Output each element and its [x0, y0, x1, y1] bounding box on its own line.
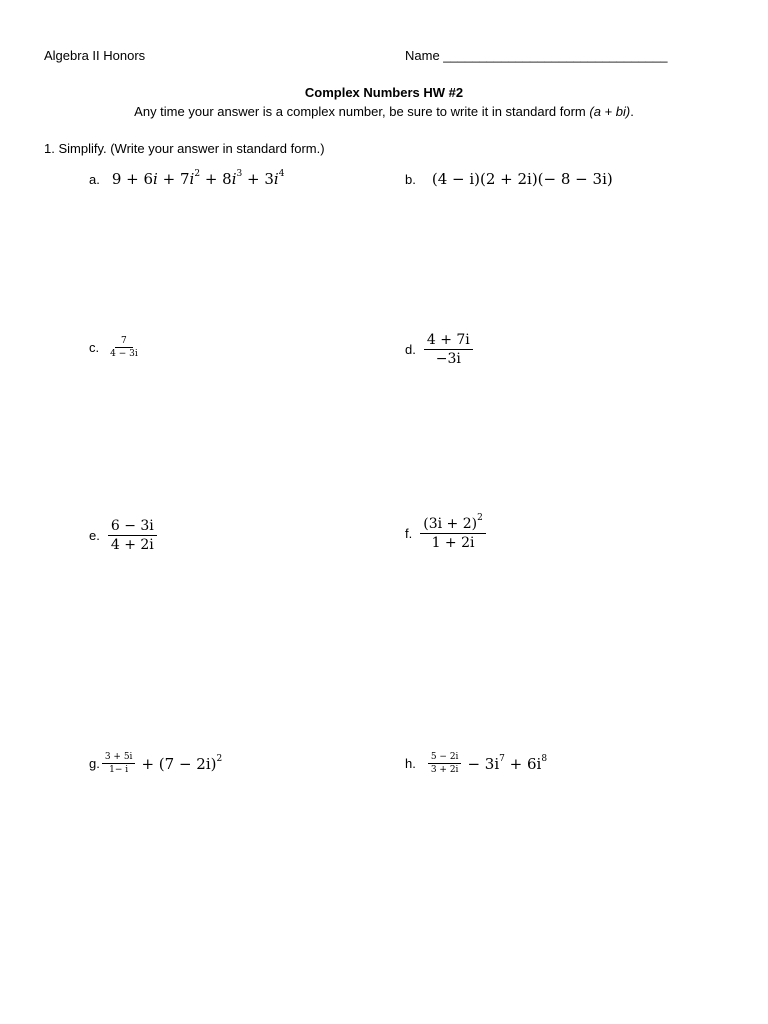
problem-c-fraction — [107, 336, 141, 359]
course-title: Algebra II Honors — [44, 48, 146, 63]
problem-f-numerator: $(3i + 2)^2$ — [420, 516, 486, 534]
problem-f-denominator: 1 + 2i — [431, 535, 475, 551]
problem-f — [405, 513, 486, 551]
problem-b-expression: (4 − i)(2 + 2i)(− 8 − 3i) — [431, 170, 613, 188]
problem-e-denominator: 4 + 2i — [110, 537, 154, 553]
problem-c — [89, 336, 141, 359]
problem-d-label: d. — [405, 342, 416, 357]
problem-g-label: g. — [89, 756, 100, 771]
problem-d — [405, 332, 473, 367]
problem-e-label: e. — [89, 528, 100, 543]
problem-d-denominator: −3i — [435, 351, 461, 367]
problem-c-label: c. — [89, 340, 100, 355]
page-title: Complex Numbers HW #2 — [304, 85, 464, 100]
instructions-end: . — [630, 104, 634, 119]
problem-f-label: f. — [405, 526, 413, 541]
problem-g-fraction — [102, 752, 136, 775]
problem-h-denominator: 3 + 2i — [430, 765, 459, 775]
problem-g-denominator: 1− i — [109, 765, 129, 775]
instructions-text: Any time your answer is a complex number, be sure to write it in standard form — [134, 104, 590, 119]
problem-h-rest: − $3i^7 + 6i^8$ — [467, 753, 548, 773]
problem-e-numerator: 6 − 3i — [108, 518, 157, 536]
standard-form: (a + bi) — [589, 104, 631, 119]
problem-h-numerator: 5 − 2i — [428, 752, 462, 764]
problem-h-fraction — [428, 752, 462, 775]
problem-e-fraction — [108, 518, 157, 553]
problem-a-label: a. — [89, 171, 100, 187]
problem-g-rest: + $(7 - 2i)^2$ — [141, 753, 223, 773]
problem-h-label: h. — [405, 756, 416, 771]
name-line: Name _______________________________ — [405, 48, 668, 63]
problem-d-fraction — [424, 332, 473, 367]
problem-a-expression: $9 + 6i + 7i^2 + 8i^3 + 3i^4$ — [111, 169, 285, 188]
problem-g-numerator: 3 + 5i — [102, 752, 136, 764]
problem-g — [89, 752, 222, 775]
problem-b-label: b. — [405, 171, 416, 187]
problem-d-numerator: 4 + 7i — [424, 332, 473, 350]
problem-c-numerator: 7 — [115, 336, 133, 348]
problem-h — [405, 752, 547, 775]
instructions — [0, 104, 768, 119]
problem-e — [89, 518, 157, 553]
problem-a — [89, 170, 284, 188]
problem-f-fraction — [420, 513, 486, 551]
question-1: 1. Simplify. (Write your answer in standard form.) — [44, 141, 325, 156]
problem-b — [405, 170, 613, 188]
problem-c-denominator: 4 − 3i — [110, 349, 138, 359]
